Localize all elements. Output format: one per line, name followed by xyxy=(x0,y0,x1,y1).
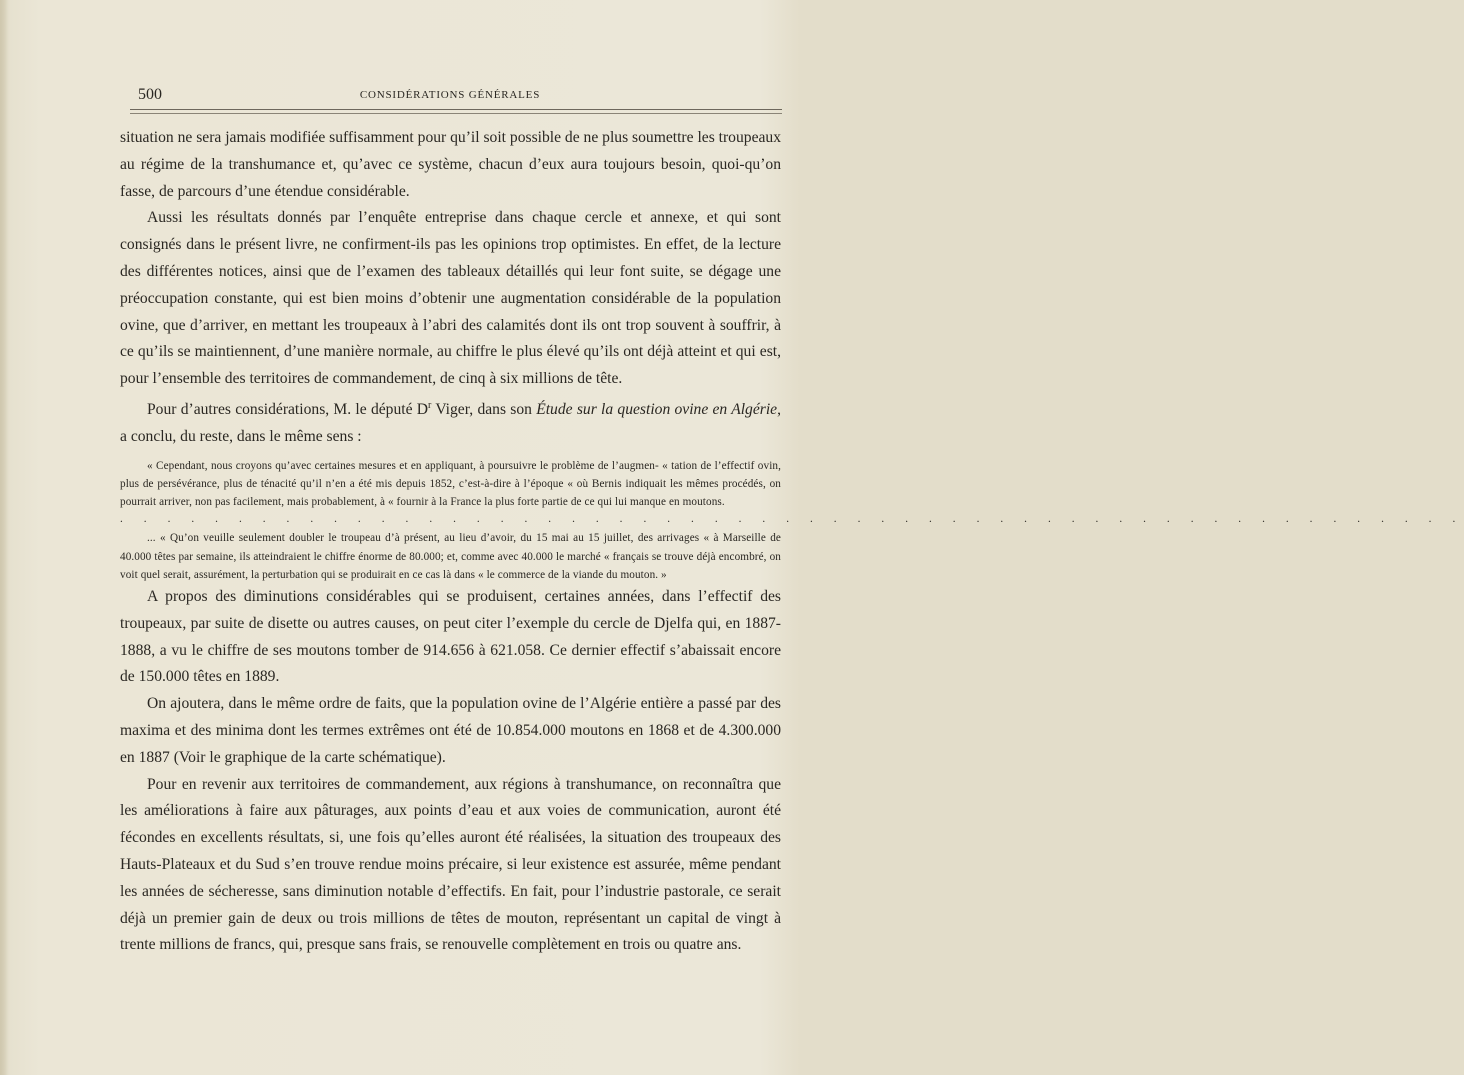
running-title: CONSIDÉRATIONS GÉNÉRALES xyxy=(359,89,541,101)
quote-ellipsis-row: . . . . . . . . . . . . . . . . . . . . . . . . . . . . . . . . . . . . . . . . . . . . . . . . . . . . . . . . . xyxy=(120,513,1464,526)
header-rule xyxy=(130,109,782,110)
page-number: 500 xyxy=(138,86,162,103)
citation-superscript: r xyxy=(428,399,432,411)
paragraph-results: Aussi les résultats donnés par l’enquête entreprise dans chaque cercle et annexe, et qui sont consignés dans le présent livre, ne confirment-ils pas les opinions trop optimistes. En effet, de la lecture des différentes notices, ainsi que de l’examen des tableaux détaillés qui leur font suite, se dégage une préoccupation constante, qui est bien moins d’obtenir une augmentation considérable de la population ovine, que d’arriver, en mettant les troupeaux à l’abri des calamités dont ils ont trop souvent à souffrir, à ce qu’ils se maintiennent, d’une manière normale, au chiffre le plus élevé qu’ils ont déjà atteint et qui est, pour l’ensemble des territoires de commandement, de cinq à six millions de tête. xyxy=(120,209,781,388)
block-quote xyxy=(120,457,1464,584)
header-rule-second xyxy=(130,113,782,114)
main-text xyxy=(120,125,1464,959)
citation-text-after: , a conclu, du reste, dans le même sens : xyxy=(120,401,782,445)
paragraph-djelfa: A propos des diminutions considérables qui se produisent, certaines années, dans l’effectif des troupeaux, par suite de disette ou autres causes, on peut citer l’exemple du cercle de Djelfa qui, en 1887-1888, a vu le chiffre de ses moutons tomber de 914.656 à 621.058. Ce dernier effectif s’abaissait encore de 150.000 têtes en 1889. xyxy=(120,587,781,686)
citation-text-before: Pour d’autres considérations, M. le député D xyxy=(147,401,429,419)
paragraph-maxima-minima: On ajoutera, dans le même ordre de faits, que la population ovine de l’Algérie entière a passé par des maxima et des minima dont les termes extrêmes ont été de 10.854.000 moutons en 1868 et de 4.300.000 en 1887 (Voir le graphique de la carte schématique). xyxy=(120,695,781,766)
paragraph-citation-intro xyxy=(120,393,781,451)
paragraph-continuation: situation ne sera jamais modifiée suffisamment pour qu’il soit possible de ne plus soumettre les troupeaux au régime de la transhumance et, qu’avec ce système, chacun d’eux aura toujours besoin, quoi-qu’on fasse, de parcours d’une étendue considérable. xyxy=(120,129,782,200)
page-edge-shadow xyxy=(0,0,8,1075)
quote-part-1: « Cependant, nous croyons qu’avec certaines mesures et en appliquant, à poursuivre le problème de l’augmen- « tation de l’effectif ovin, plus de persévérance, plus de ténacité qu’il n’en a été mis depuis 1852, c’est-à-dire à l’époque « où Bernis indiquait les mêmes procédés, on pourrait arriver, non pas facilement, mais probablement, à « fournir à la France la plus forte partie de ce qui lui manque en moutons. xyxy=(120,459,781,509)
quote-part-2: ... « Qu’on veuille seulement doubler le troupeau d’à présent, au lieu d’avoir, du 15 mai au 15 juillet, des arrivages « à Marseille de 40.000 têtes par semaine, ils atteindraient le chiffre énorme de 80.000; et, comme avec 40.000 le marché « français se trouve déjà encombré, on voit quel serait, assurément, la perturbation qui se produirait en ce cas là dans « le commerce de la viande du mouton. » xyxy=(120,532,781,581)
citation-title: Étude sur la question ovine en Algérie xyxy=(536,401,778,419)
page-header xyxy=(130,86,782,106)
citation-text-middle: Viger, dans son xyxy=(431,401,537,419)
paragraph-conclusion: Pour en revenir aux territoires de commandement, aux régions à transhumance, on reconnaîtra que les améliorations à faire aux pâturages, aux points d’eau et aux voies de communication, auront été fécondes en excellents résultats, si, une fois qu’elles auront été réalisées, la situation des troupeaux des Hauts-Plateaux et du Sud s’en trouve rendue moins précaire, si leur existence est assurée, même pendant les années de sécheresse, sans diminution notable d’effectifs. En fait, pour l’industrie pastorale, ce serait déjà un premier gain de deux ou trois millions de têtes de mouton, représentant un capital de vingt à trente millions de francs, qui, presque sans frais, se renouvelle complètement en trois ou quatre ans. xyxy=(120,775,781,954)
